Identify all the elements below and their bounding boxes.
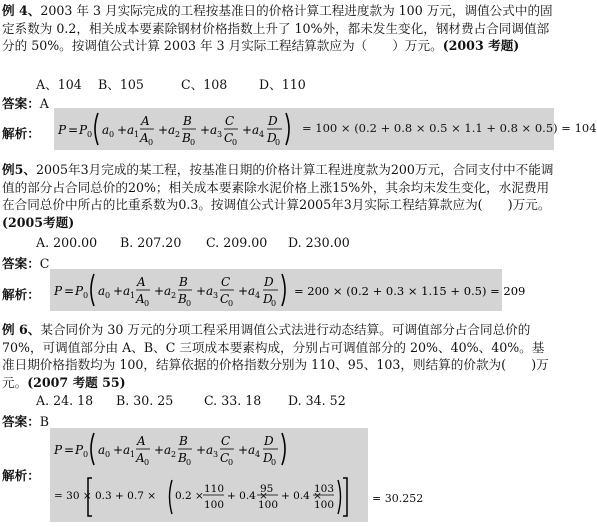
example-4-options	[36, 74, 306, 93]
frac-A-den-sub: 0	[144, 458, 150, 467]
option-a: A、104	[36, 77, 82, 92]
formula-equals: =	[64, 284, 75, 298]
plus-1: +	[117, 123, 128, 137]
a1: a	[127, 123, 135, 137]
plus-3: +	[196, 284, 207, 298]
frac-B-den-sub: 0	[186, 458, 192, 467]
frac-D-den-sub: 0	[275, 138, 281, 147]
frac-C-num: C	[225, 114, 235, 128]
plus-3: +	[200, 123, 211, 137]
example-6-label: 例 6、	[2, 322, 41, 337]
formula-P: P	[54, 284, 63, 298]
plus-1: +	[113, 284, 124, 298]
frac-C-den-sub: 0	[232, 138, 238, 147]
example-6-options	[36, 393, 346, 408]
formula-P0-sub: 0	[87, 130, 93, 139]
frac-B-den-sub: 0	[186, 299, 192, 308]
a2: a	[164, 443, 172, 457]
example-5-question	[2, 161, 554, 231]
example-6-formula	[50, 428, 368, 522]
frac2-den: 100	[258, 499, 279, 511]
formula-P0-sub: 0	[83, 450, 89, 459]
a1-sub: 1	[130, 450, 136, 459]
example-4-answer	[2, 93, 49, 112]
a4-sub: 4	[255, 450, 261, 459]
frac-C-num: C	[221, 434, 231, 448]
a3: a	[206, 284, 214, 298]
line2-t3: + 0.4 ×	[281, 490, 322, 502]
frac-A-den: A	[136, 451, 145, 465]
answer-label: 答案：	[2, 96, 40, 111]
example-4-source: (2003 考题)	[442, 38, 520, 53]
frac3-den: 100	[314, 499, 335, 511]
a3: a	[210, 123, 218, 137]
example-5-source: (2005考题)	[2, 214, 75, 230]
a0-sub: 0	[109, 130, 115, 139]
frac-A-den: A	[136, 292, 145, 306]
answer-value: C	[39, 256, 50, 271]
example-6-text: 某合同价为 30 万元的分项工程采用调值公式法进行动态结算。可调值部分占合同总价的 70%，可调值部分由 A、B、C 三项成本要素构成，分别占可调值部分的 20%、40%、40%。基准日期价格指数均为 100，结算依据的价格指数分别为 110、95、103，则结算的价款为( )万元。	[2, 322, 549, 390]
a1: a	[123, 443, 131, 457]
line2-t1: 0.2 ×	[175, 490, 204, 502]
frac-C-den: C	[220, 292, 230, 306]
a2-sub: 2	[171, 450, 177, 459]
left-paren	[91, 274, 94, 306]
option-b: B. 30. 25	[116, 393, 174, 408]
a2-sub: 2	[171, 291, 177, 300]
answer-value: B	[39, 414, 50, 429]
a0: a	[98, 284, 106, 298]
frac-A-num: A	[137, 434, 146, 448]
a0: a	[102, 123, 110, 137]
option-a: A. 24. 18	[36, 393, 94, 408]
formula-P0-sub: 0	[83, 291, 89, 300]
frac-C-den-sub: 0	[228, 458, 234, 467]
example-6-result: = 30.252	[372, 492, 424, 505]
example-5-options	[36, 235, 350, 250]
example-5-text: 2005年3月完成的某工程，按基准日期的价格计算工程进度款为200万元，合同支付中不能调值的部分占合同总价的20%；相关成本要素除水泥价格上涨15%外，其余均未发生变化，水泥费用在合同总价中所占的比重系数为0.3。按调值公式计算2005年3月实际工程结算款应为( )万元。	[2, 162, 554, 212]
inner-left-paren	[170, 480, 173, 514]
example-4-label: 例 4、	[2, 3, 41, 18]
right-paren	[282, 433, 285, 465]
answer-label: 答案：	[2, 256, 40, 271]
example-6-analysis-label: 解析：	[2, 468, 40, 483]
a3-sub: 3	[213, 291, 219, 300]
frac-B-den-sub: 0	[190, 138, 196, 147]
frac-D-num: D	[264, 434, 274, 448]
formula-P: P	[54, 443, 63, 457]
plus-4: +	[238, 443, 249, 457]
frac-D-den-sub: 0	[271, 458, 277, 467]
plus-2: +	[158, 123, 169, 137]
a0-sub: 0	[105, 291, 111, 300]
a4: a	[252, 123, 260, 137]
answer-label: 答案：	[2, 414, 40, 429]
frac-D-den: D	[267, 131, 277, 145]
left-paren	[91, 433, 94, 465]
a1-sub: 1	[134, 130, 140, 139]
formula-P0: P	[79, 123, 88, 137]
option-a: A. 200.00	[36, 235, 98, 250]
line2-lead: = 30 ×	[54, 490, 92, 502]
formula-equals: =	[68, 123, 79, 137]
a1: a	[123, 284, 131, 298]
a2-sub: 2	[175, 130, 181, 139]
a4: a	[248, 284, 256, 298]
inner-right-paren	[338, 480, 341, 514]
frac-D-num: D	[268, 114, 278, 128]
left-paren	[95, 113, 98, 145]
right-bracket	[343, 478, 347, 516]
example-5-formula-box	[50, 269, 526, 311]
frac-D-den: D	[263, 292, 273, 306]
answer-value: A	[39, 96, 49, 111]
frac-D-num: D	[264, 275, 274, 289]
example-6-formula-box	[50, 428, 368, 522]
option-d: D. 230.00	[288, 235, 350, 250]
frac-C-num: C	[221, 275, 231, 289]
option-c: C. 209.00	[206, 235, 268, 250]
option-d: D、110	[259, 77, 306, 92]
example-4-result: = 100 × (0.2 + 0.8 × 0.5 × 1.1 + 0.8 × 0.5) = 104	[302, 121, 597, 135]
a4-sub: 4	[259, 130, 265, 139]
frac3-num: 103	[314, 483, 335, 495]
frac-B-den: B	[178, 292, 187, 306]
plus-2: +	[154, 443, 165, 457]
a3-sub: 3	[217, 130, 223, 139]
frac-B-num: B	[179, 434, 188, 448]
option-d: D. 34. 52	[288, 393, 346, 408]
example-5-label: 例5、	[2, 162, 36, 177]
example-6-answer	[2, 411, 49, 430]
line2-a: 0.3 + 0.7 ×	[95, 490, 157, 502]
frac-C-den: C	[224, 131, 234, 145]
a3: a	[206, 443, 214, 457]
formula-P: P	[58, 123, 67, 137]
a4: a	[248, 443, 256, 457]
a2: a	[164, 284, 172, 298]
example-4-question	[2, 2, 554, 55]
formula-equals: =	[64, 443, 75, 457]
frac-B-num: B	[179, 275, 188, 289]
option-c: C. 33. 18	[204, 393, 262, 408]
frac-B-den: B	[182, 131, 191, 145]
plus-4: +	[238, 284, 249, 298]
a0-sub: 0	[105, 450, 111, 459]
option-c: C、108	[181, 77, 228, 92]
example-5-formula	[50, 269, 526, 311]
formula-P0: P	[75, 443, 84, 457]
frac1-den: 100	[204, 499, 225, 511]
frac-A-num: A	[141, 114, 150, 128]
frac-D-den-sub: 0	[271, 299, 277, 308]
a1-sub: 1	[130, 291, 136, 300]
example-4-analysis-label: 解析：	[2, 126, 40, 141]
a4-sub: 4	[255, 291, 261, 300]
formula-P0: P	[75, 284, 84, 298]
example-5-answer	[2, 253, 49, 272]
a3-sub: 3	[213, 450, 219, 459]
frac-A-num: A	[137, 275, 146, 289]
example-4-text: 2003 年 3 月实际完成的工程按基准日的价格计算工程进度款为 100 万元，调值公式中的固定系数为 0.2，相关成本要素除钢材价格指数上升了 10%外，都未发生变化，钢材费占合同调值部分的 50%。按调值公式计算 2003 年 3 月实际工程结算款应为（ ）万元。	[2, 3, 553, 53]
right-paren	[282, 274, 285, 306]
frac-D-den: D	[263, 451, 273, 465]
plus-4: +	[242, 123, 253, 137]
frac-B-num: B	[183, 114, 192, 128]
a2: a	[168, 123, 176, 137]
example-6-question	[2, 321, 554, 391]
frac1-num: 110	[204, 483, 225, 495]
plus-1: +	[113, 443, 124, 457]
plus-3: +	[196, 443, 207, 457]
right-paren	[286, 113, 289, 145]
frac-C-den: C	[220, 451, 230, 465]
line2-t2: + 0.4 ×	[227, 490, 268, 502]
option-b: B、105	[98, 77, 144, 92]
example-6-source: (2007 考题 55)	[27, 374, 126, 390]
plus-2: +	[154, 284, 165, 298]
frac-A-den-sub: 0	[148, 138, 154, 147]
example-5-result: = 200 × (0.2 + 0.3 × 1.15 + 0.5) = 209	[294, 284, 526, 298]
frac-B-den: B	[178, 451, 187, 465]
frac-C-den-sub: 0	[228, 299, 234, 308]
a0: a	[98, 443, 106, 457]
frac2-num: 95	[260, 483, 274, 495]
frac-A-den-sub: 0	[144, 299, 150, 308]
frac-A-den: A	[140, 131, 149, 145]
example-5-analysis-label: 解析：	[2, 287, 40, 302]
option-b: B. 207.20	[120, 235, 182, 250]
